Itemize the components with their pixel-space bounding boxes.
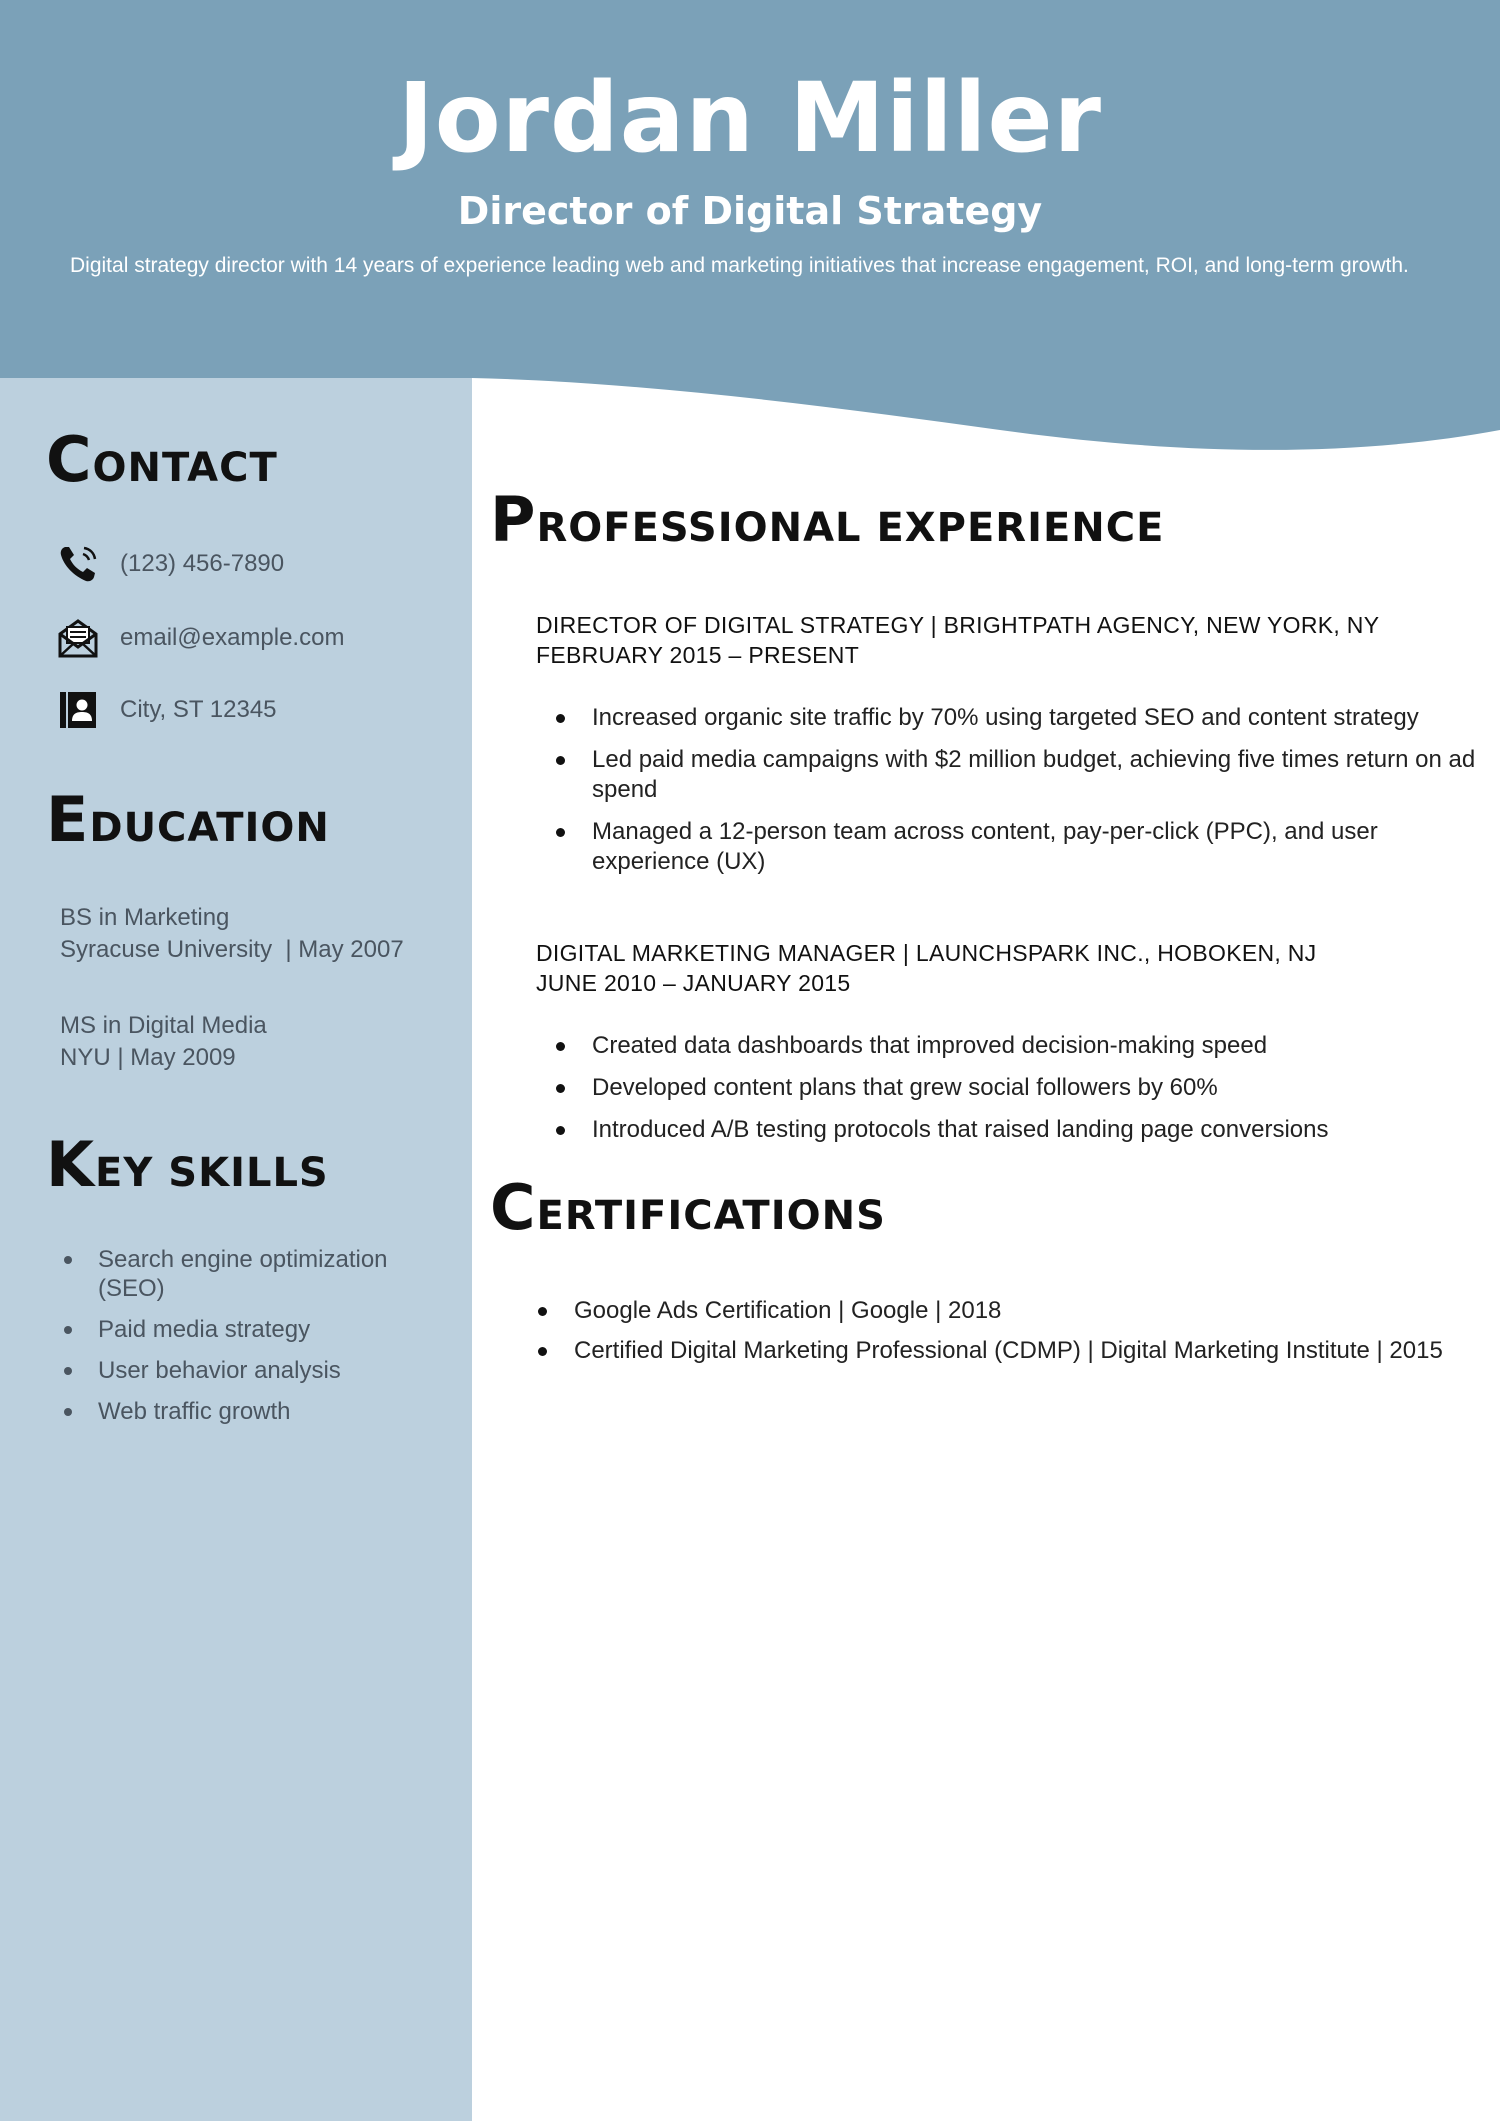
address-book-icon [56,688,100,732]
job-dates: JUNE 2010 – JANUARY 2015 [536,970,851,996]
envelope-icon [56,616,100,660]
contact-phone-text: (123) 456-7890 [120,550,285,577]
skill-item: Search engine optimization (SEO) [60,1245,420,1303]
job-bullet: Developed content plans that grew social followers by 60% [536,1073,1476,1103]
contact-address-text: City, ST 12345 [120,696,277,723]
job-bullets [536,703,1476,889]
professional-summary: Digital strategy director with 14 years of experience leading web and marketing initiatives that increase engagement, ROI, and long-term growth. [70,254,1409,277]
education-degree: MS in Digital Media [60,1012,267,1039]
job-bullet: Managed a 12-person team across content, pay-per-click (PPC), and user experience (UX) [536,817,1476,877]
job-title: Director of Digital Strategy [457,189,1043,233]
education-degree: BS in Marketing [60,904,230,931]
job-title-line: DIRECTOR OF DIGITAL STRATEGY | BRIGHTPATH AGENCY, NEW YORK, NY [536,612,1380,638]
contact-email-text: email@example.com [120,624,345,651]
job-bullets [536,1031,1476,1157]
education-item [60,1010,460,1074]
experience-heading: PROFESSIONAL EXPERIENCE [490,483,1165,556]
job-header [536,610,1476,670]
skill-item: User behavior analysis [60,1356,420,1385]
phone-icon [56,542,100,586]
skills-heading: KEY SKILLS [46,1128,329,1201]
education-detail: Syracuse University | May 2007 [60,936,404,963]
certifications-heading: CERTIFICATIONS [490,1171,886,1244]
education-heading: EDUCATION [46,783,330,856]
certification-item: Google Ads Certification | Google | 2018 [518,1296,1478,1326]
certifications-list [518,1296,1478,1376]
education-detail: NYU | May 2009 [60,1044,236,1071]
job-dates: FEBRUARY 2015 – PRESENT [536,642,860,668]
job-bullet: Introduced A/B testing protocols that raised landing page conversions [536,1115,1476,1145]
contact-email [56,616,456,660]
contact-phone [56,542,456,586]
skills-list [60,1245,420,1438]
education-item [60,902,460,966]
certification-item: Certified Digital Marketing Professional (CDMP) | Digital Marketing Institute | 2015 [518,1336,1478,1366]
contact-address [56,688,456,732]
skill-item: Paid media strategy [60,1315,420,1344]
contact-heading: CONTACT [46,423,278,496]
job-title-line: DIGITAL MARKETING MANAGER | LAUNCHSPARK INC., HOBOKEN, NJ [536,940,1317,966]
job-bullet: Led paid media campaigns with $2 million budget, achieving five times return on ad spend [536,745,1476,805]
candidate-name: Jordan Miller [398,62,1102,174]
skill-item: Web traffic growth [60,1397,420,1426]
job-bullet: Created data dashboards that improved decision-making speed [536,1031,1476,1061]
job-header [536,938,1476,998]
job-bullet: Increased organic site traffic by 70% using targeted SEO and content strategy [536,703,1476,733]
